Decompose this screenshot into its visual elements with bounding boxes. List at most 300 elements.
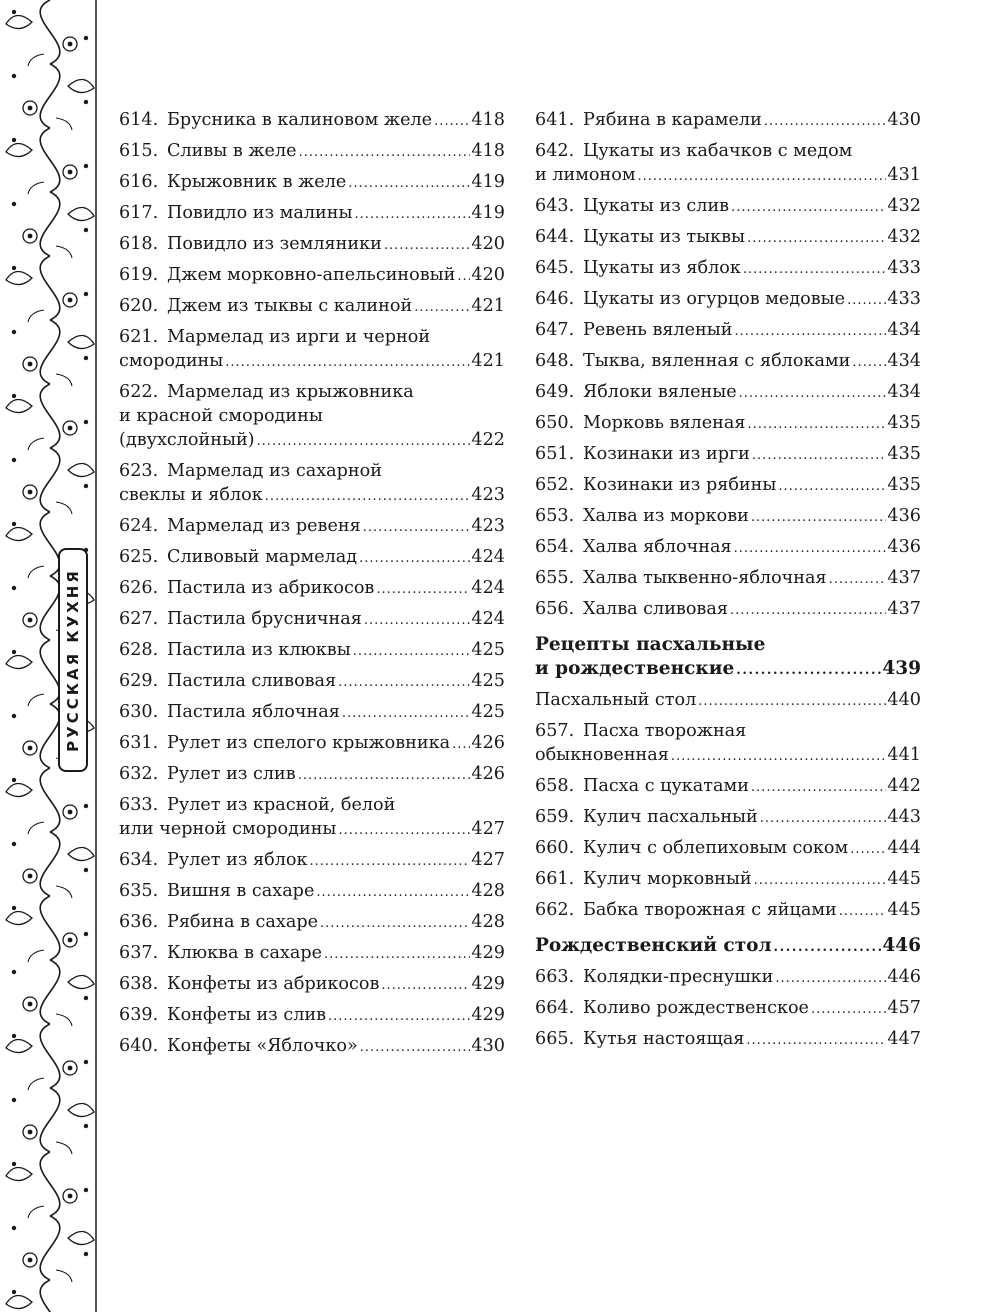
- toc-line: [535, 108, 921, 134]
- toc-line: [119, 232, 505, 258]
- recipe-title: Кутья настоящая: [583, 1029, 745, 1049]
- berry-icon: [12, 202, 16, 206]
- recipe-number: 628.: [119, 640, 159, 660]
- toc-line: [535, 1027, 921, 1053]
- toc-line: [535, 898, 921, 924]
- toc-entry: [535, 836, 921, 862]
- toc-entry: [119, 325, 505, 375]
- berry-icon: [12, 842, 16, 846]
- leaf-icon: [68, 79, 94, 92]
- berry-icon: [12, 74, 16, 78]
- tendril-icon: [56, 886, 72, 898]
- dot-leader: [747, 227, 886, 251]
- leaf-icon: [6, 911, 32, 924]
- flower-center-icon: [28, 746, 33, 751]
- leaf-icon: [6, 143, 32, 156]
- toc-entry: [119, 972, 505, 998]
- tendril-icon: [28, 438, 44, 450]
- recipe-number: 652.: [535, 475, 575, 495]
- page-number: 421: [471, 296, 505, 316]
- dot-leader: [778, 475, 886, 499]
- berry-icon: [12, 1162, 16, 1166]
- leaf-icon: [6, 783, 32, 796]
- dot-leader: [353, 640, 471, 664]
- dot-leader: [342, 702, 471, 726]
- recipe-number: 625.: [119, 547, 159, 567]
- page-number: 446: [882, 935, 921, 956]
- leaf-icon: [6, 271, 32, 284]
- dot-leader: [354, 203, 470, 227]
- berry-icon: [84, 996, 88, 1000]
- page-number: 436: [887, 506, 921, 526]
- page-number: 432: [887, 196, 921, 216]
- recipe-title: (двухслойный): [119, 430, 255, 450]
- toc-line: [535, 719, 921, 743]
- toc-line: [535, 597, 921, 623]
- toc-entry: [535, 898, 921, 924]
- flower-center-icon: [28, 618, 33, 623]
- dot-leader: [638, 165, 887, 189]
- toc-line: [535, 688, 921, 714]
- leaf-icon: [6, 1167, 32, 1180]
- recipe-number: 650.: [535, 413, 575, 433]
- recipe-number: 629.: [119, 671, 159, 691]
- dot-leader: [363, 516, 471, 540]
- page-number: 418: [471, 141, 505, 161]
- dot-leader: [751, 776, 886, 800]
- page-number: 418: [471, 110, 505, 130]
- berry-icon: [84, 1060, 88, 1064]
- toc-entry: [119, 514, 505, 540]
- dot-leader: [811, 998, 886, 1022]
- recipe-number: 633.: [119, 795, 159, 815]
- toc-entry: [535, 688, 921, 714]
- page-number: 424: [471, 578, 505, 598]
- toc-entry: [535, 194, 921, 220]
- dot-leader: [751, 506, 887, 530]
- tendril-icon: [28, 822, 44, 834]
- page-number: 437: [887, 568, 921, 588]
- recipe-title: Козинаки из рябины: [583, 475, 777, 495]
- recipe-title: Цукаты из слив: [583, 196, 730, 216]
- toc-entry: [535, 256, 921, 282]
- dot-leader: [852, 351, 886, 375]
- dot-leader: [731, 196, 886, 220]
- toc-right-column: [535, 108, 921, 1058]
- toc-entry: [119, 700, 505, 726]
- vine-stem: [40, 1280, 60, 1312]
- toc-entry: [119, 170, 505, 196]
- toc-line: [535, 442, 921, 468]
- dot-leader: [839, 900, 887, 924]
- toc-line: [119, 459, 505, 483]
- berry-icon: [12, 1290, 16, 1294]
- page-number: 419: [471, 203, 505, 223]
- toc-line: [119, 762, 505, 788]
- flower-center-icon: [68, 426, 73, 431]
- berry-icon: [12, 714, 16, 718]
- flower-center-icon: [68, 298, 73, 303]
- berry-icon: [84, 36, 88, 40]
- toc-line: [535, 380, 921, 406]
- page-number: 436: [887, 537, 921, 557]
- toc-entry: [119, 1034, 505, 1060]
- dot-leader: [257, 430, 471, 454]
- flower-center-icon: [28, 106, 33, 111]
- toc-entry: [535, 349, 921, 375]
- flower-center-icon: [28, 1258, 33, 1263]
- toc-line: [119, 793, 505, 817]
- recipe-number: 630.: [119, 702, 159, 722]
- page-number: 429: [471, 943, 505, 963]
- page-number: 421: [471, 351, 505, 371]
- berry-icon: [84, 420, 88, 424]
- page-number: 427: [471, 850, 505, 870]
- dot-leader: [309, 850, 470, 874]
- page-number: 444: [887, 838, 921, 858]
- tendril-icon: [28, 182, 44, 194]
- toc-entry: [535, 996, 921, 1022]
- toc-line: [535, 194, 921, 220]
- toc-line: [119, 380, 505, 404]
- recipe-number: 621.: [119, 327, 159, 347]
- recipe-title: Халва из моркови: [583, 506, 749, 526]
- toc-line: [119, 669, 505, 695]
- recipe-title: Кулич пасхальный: [583, 807, 758, 827]
- leaf-icon: [6, 1039, 32, 1052]
- recipe-title: Рулет из яблок: [167, 850, 308, 870]
- page-number: 447: [887, 1029, 921, 1049]
- toc-entry: [535, 318, 921, 344]
- page-number: 435: [887, 444, 921, 464]
- recipe-number: 651.: [535, 444, 575, 464]
- recipe-title: Брусника в калиновом желе: [167, 110, 433, 130]
- page-number: 428: [471, 881, 505, 901]
- recipe-title: Конфеты из абрикосов: [167, 974, 380, 994]
- tendril-icon: [28, 310, 44, 322]
- toc-entry: [119, 941, 505, 967]
- berry-icon: [84, 292, 88, 296]
- toc-line: [119, 700, 505, 726]
- toc-line: [535, 256, 921, 282]
- recipe-title: обыкновенная: [535, 745, 669, 765]
- toc-line: [119, 545, 505, 571]
- toc-line: [119, 731, 505, 757]
- toc-entry: [535, 225, 921, 251]
- page-number: 431: [887, 165, 921, 185]
- berry-icon: [12, 458, 16, 462]
- recipe-number: 617.: [119, 203, 159, 223]
- toc-line: [535, 996, 921, 1022]
- toc-entry: [119, 139, 505, 165]
- page-number: 425: [471, 702, 505, 722]
- recipe-title: Рябина в карамели: [583, 110, 762, 130]
- recipe-title: Халва тыквенно-яблочная: [583, 568, 827, 588]
- recipe-title: Мармелад из ирги и черной: [167, 327, 431, 347]
- recipe-title: Мармелад из сахарной: [167, 461, 382, 481]
- toc-line: [119, 848, 505, 874]
- recipe-title: Пастила сливовая: [167, 671, 337, 691]
- recipe-number: 639.: [119, 1005, 159, 1025]
- toc-entry: [535, 139, 921, 189]
- side-tab-label: [58, 548, 88, 772]
- page-number: 446: [887, 967, 921, 987]
- tendril-icon: [56, 246, 72, 258]
- recipe-number: 615.: [119, 141, 159, 161]
- recipe-title: Клюква в сахаре: [167, 943, 323, 963]
- tendril-icon: [56, 1014, 72, 1026]
- recipe-number: 637.: [119, 943, 159, 963]
- page-number: 435: [887, 413, 921, 433]
- dot-leader: [774, 936, 882, 960]
- page-number: 429: [471, 974, 505, 994]
- berry-icon: [84, 804, 88, 808]
- recipe-number: 653.: [535, 506, 575, 526]
- tendril-icon: [56, 1270, 72, 1282]
- dot-leader: [316, 881, 470, 905]
- recipe-number: 656.: [535, 599, 575, 619]
- recipe-number: 655.: [535, 568, 575, 588]
- berry-icon: [12, 1034, 16, 1038]
- toc-entry: [119, 910, 505, 936]
- dot-leader: [735, 320, 887, 344]
- page-number: 434: [887, 320, 921, 340]
- toc-line: [119, 879, 505, 905]
- recipe-title: Ревень вяленый: [583, 320, 733, 340]
- toc-entry: [535, 473, 921, 499]
- toc-line: [119, 941, 505, 967]
- flower-center-icon: [68, 1194, 73, 1199]
- dot-leader: [754, 869, 887, 893]
- tendril-icon: [28, 566, 44, 578]
- flower-center-icon: [68, 42, 73, 47]
- recipe-title: Яблоки вяленые: [583, 382, 737, 402]
- toc-entry: [535, 805, 921, 831]
- recipe-number: 648.: [535, 351, 575, 371]
- toc-line: [535, 349, 921, 375]
- berry-icon: [84, 1252, 88, 1256]
- recipe-title: Джем из тыквы с калиной: [167, 296, 413, 316]
- berry-icon: [12, 522, 16, 526]
- recipe-number: 665.: [535, 1029, 575, 1049]
- toc-line: [119, 1034, 505, 1060]
- toc-line: [535, 805, 921, 831]
- page-number: 432: [887, 227, 921, 247]
- toc-line: [119, 638, 505, 664]
- recipe-number: 647.: [535, 320, 575, 340]
- tendril-icon: [28, 950, 44, 962]
- dot-leader: [299, 141, 471, 165]
- recipe-number: 631.: [119, 733, 159, 753]
- recipe-title: Рябина в сахаре: [167, 912, 318, 932]
- toc-line: [535, 535, 921, 561]
- page-number: 434: [887, 351, 921, 371]
- recipe-number: 644.: [535, 227, 575, 247]
- dot-leader: [457, 265, 470, 289]
- berry-icon: [12, 650, 16, 654]
- toc-line: [119, 972, 505, 998]
- page-number: 424: [471, 609, 505, 629]
- recipe-number: 654.: [535, 537, 575, 557]
- flower-center-icon: [28, 874, 33, 879]
- page-number: 430: [471, 1036, 505, 1056]
- recipe-number: 641.: [535, 110, 575, 130]
- dot-leader: [743, 258, 887, 282]
- toc-entry: [119, 108, 505, 134]
- page-number: 437: [887, 599, 921, 619]
- dot-leader: [364, 609, 471, 633]
- recipe-number: 645.: [535, 258, 575, 278]
- recipe-number: 649.: [535, 382, 575, 402]
- recipe-title: Пасхальный стол: [535, 690, 697, 710]
- toc-section-heading: [535, 633, 921, 683]
- dot-leader: [829, 568, 887, 592]
- recipe-title: Пастила брусничная: [167, 609, 362, 629]
- dot-leader: [850, 838, 886, 862]
- toc-entry: [119, 380, 505, 454]
- recipe-title: Кулич морковный: [583, 869, 752, 889]
- recipe-title: и лимоном: [535, 165, 636, 185]
- recipe-title: Кулич с облепиховым соком: [583, 838, 849, 858]
- recipe-title: Пасха творожная: [583, 721, 747, 741]
- dot-leader: [359, 547, 470, 571]
- dot-leader: [736, 659, 881, 683]
- flower-center-icon: [28, 234, 33, 239]
- recipe-number: 623.: [119, 461, 159, 481]
- berry-icon: [12, 266, 16, 270]
- berry-icon: [84, 868, 88, 872]
- recipe-title: Халва яблочная: [583, 537, 732, 557]
- side-tab-text: РУССКАЯ КУХНЯ: [64, 568, 82, 752]
- dot-leader: [752, 444, 886, 468]
- berry-icon: [12, 906, 16, 910]
- recipe-number: 626.: [119, 578, 159, 598]
- toc-line: [535, 867, 921, 893]
- leaf-icon: [6, 527, 32, 540]
- toc-entry: [535, 566, 921, 592]
- recipe-number: 661.: [535, 869, 575, 889]
- toc-entry: [535, 380, 921, 406]
- recipe-title: Коливо рождественское: [583, 998, 809, 1018]
- leaf-icon: [68, 1103, 94, 1116]
- toc-entry: [119, 607, 505, 633]
- flower-center-icon: [68, 170, 73, 175]
- toc-line: [535, 411, 921, 437]
- page-number: 441: [887, 745, 921, 765]
- page-number: 433: [887, 289, 921, 309]
- page-number: 423: [471, 516, 505, 536]
- recipe-number: 662.: [535, 900, 575, 920]
- dot-leader: [360, 1036, 471, 1060]
- toc-left-column: [119, 108, 505, 1065]
- dot-leader: [320, 912, 470, 936]
- berry-icon: [12, 586, 16, 590]
- berry-icon: [84, 228, 88, 232]
- tendril-icon: [56, 1142, 72, 1154]
- toc-line: [119, 170, 505, 196]
- page-number: 425: [471, 640, 505, 660]
- toc-line: [119, 349, 505, 375]
- toc-line: [119, 607, 505, 633]
- toc-entry: [535, 287, 921, 313]
- toc-entry: [119, 1003, 505, 1029]
- dot-leader: [338, 819, 470, 843]
- tendril-icon: [28, 54, 44, 66]
- toc-entry: [535, 411, 921, 437]
- dot-leader: [730, 599, 886, 623]
- dot-leader: [225, 351, 470, 375]
- recipe-title: Халва сливовая: [583, 599, 728, 619]
- recipe-number: 643.: [535, 196, 575, 216]
- recipe-title: Колядки-преснушки: [583, 967, 774, 987]
- recipe-number: 622.: [119, 382, 159, 402]
- flower-center-icon: [68, 810, 73, 815]
- recipe-title: Вишня в сахаре: [167, 881, 315, 901]
- leaf-icon: [68, 847, 94, 860]
- toc-line: [119, 404, 505, 428]
- toc-entry: [119, 879, 505, 905]
- toc-line: [535, 225, 921, 251]
- toc-line: [535, 743, 921, 769]
- berry-icon: [12, 394, 16, 398]
- leaf-icon: [68, 207, 94, 220]
- dot-leader: [734, 537, 887, 561]
- toc-line: [119, 817, 505, 843]
- dot-leader: [298, 764, 471, 788]
- recipe-title: или черной смородины: [119, 819, 337, 839]
- toc-line: [119, 108, 505, 134]
- recipe-number: 635.: [119, 881, 159, 901]
- dot-leader: [698, 690, 886, 714]
- tendril-icon: [28, 1078, 44, 1090]
- page-number: 420: [471, 234, 505, 254]
- toc-line: [535, 318, 921, 344]
- toc-entry: [535, 719, 921, 769]
- page-number: 457: [887, 998, 921, 1018]
- recipe-number: 636.: [119, 912, 159, 932]
- recipe-number: 627.: [119, 609, 159, 629]
- dot-leader: [760, 807, 887, 831]
- toc-line: [535, 566, 921, 592]
- page-number: 445: [887, 869, 921, 889]
- dot-leader: [746, 1029, 886, 1053]
- dot-leader: [775, 967, 886, 991]
- toc-line: [119, 428, 505, 454]
- recipe-title: Джем морковно-апельсиновый: [167, 265, 456, 285]
- toc-line: [535, 965, 921, 991]
- toc-entry: [535, 867, 921, 893]
- recipe-number: 618.: [119, 234, 159, 254]
- page-number: 426: [471, 733, 505, 753]
- toc-line: [535, 934, 921, 960]
- page-number: 425: [471, 671, 505, 691]
- toc-entry: [535, 535, 921, 561]
- dot-leader: [747, 413, 886, 437]
- recipe-title: Повидло из малины: [167, 203, 353, 223]
- toc-line: [119, 514, 505, 540]
- leaf-icon: [68, 463, 94, 476]
- dot-leader: [764, 110, 887, 134]
- flower-center-icon: [28, 1130, 33, 1135]
- recipe-number: 634.: [119, 850, 159, 870]
- dot-leader: [324, 943, 470, 967]
- berry-icon: [84, 1188, 88, 1192]
- toc-line: [119, 139, 505, 165]
- recipe-title: Мармелад из крыжовника: [167, 382, 414, 402]
- toc-entry: [119, 545, 505, 571]
- toc-entry: [119, 294, 505, 320]
- page-number: 427: [471, 819, 505, 839]
